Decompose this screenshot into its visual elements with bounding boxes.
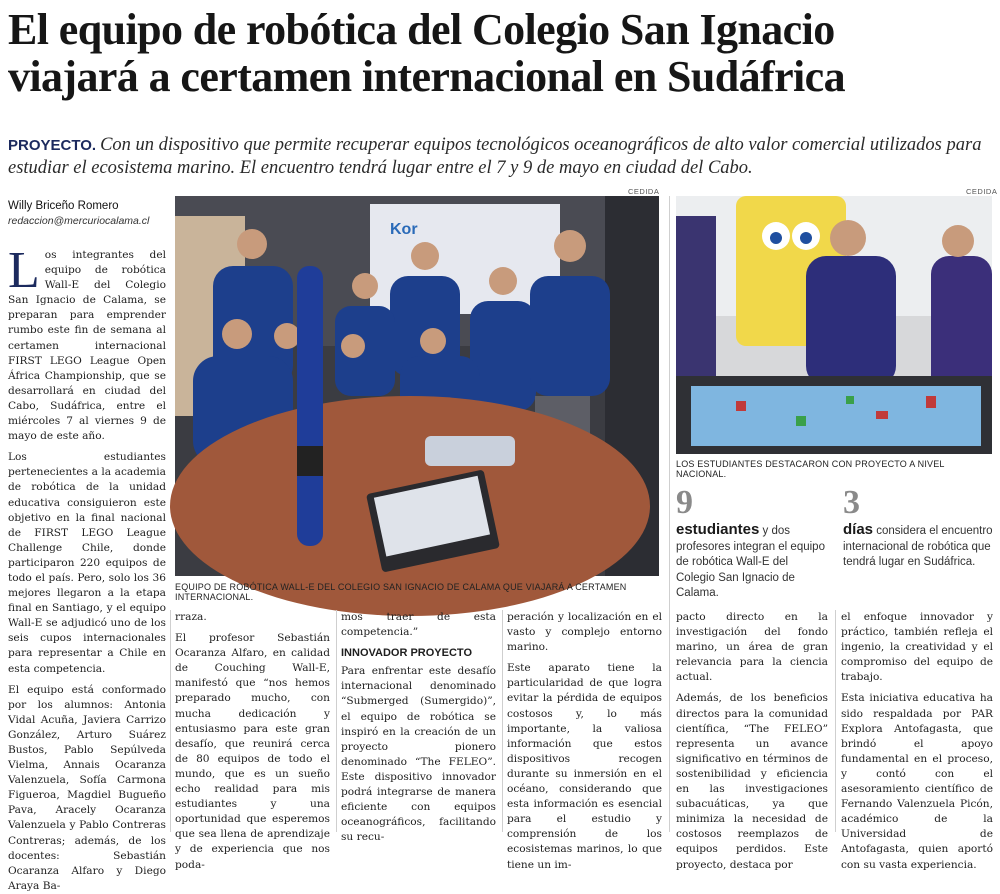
paragraph: El profesor Sebastián Ocaranza Alfaro, en calidad de Couching Wall-E, manifestó que “nos hemos preparado mucho, con mucha dedicación y entusiasmo para este gran desafío, que reunirá cerca de 80 equipos de todo el mundo, que es un sueño echo realidad para mis estudiantes y una oportunidad que esperemos que sea llena de aprendizaje y de experiencia que nos poda- xyxy=(175,632,330,871)
column-divider xyxy=(336,610,337,832)
body-column-6 xyxy=(841,610,993,871)
paragraph: os integrantes del equipo de robótica Wall-E del Colegio San Ignacio de Calama, se preparan para emprender rumbo este fin de semana al certamen internacional FIRST LEGO League Open África Championship, que se desarrollará en ciudad del Cabo, Sudáfrica, entre el miércoles 7 al viernes 9 de mayo de este año. xyxy=(8,249,166,443)
column-divider xyxy=(502,610,503,832)
body-column-3 xyxy=(341,610,496,844)
competition-photo-illustration xyxy=(676,196,992,454)
paragraph: Los estudiantes pertenecientes a la academia de robótica de la unidad educativa consiguieron este objetivo en la final nacional de FIRST LEGO League Challenge Chile, donde participaron 220 equipos de todo el país. Pero, solo los 36 mejores llegaron a la etapa final en Santiago, y el equipo Wall-E se adjudicó uno de los seis cupos internacionales para representar a Chile en esta competencia. xyxy=(8,451,166,675)
deck-text: Con un dispositivo que permite recuperar equipos tecnológicos oceanográficos de alto valor comercial utilizados para estudiar el ecosistema marino. El encuentro tendrá lugar entre el 7 y 9 de mayo en ciudad del Cabo. xyxy=(8,135,982,178)
paragraph: Además, de los beneficios directos para la comunidad científica, “The FELEO” representa un avance significativo en términos de sostenibilidad y eficiencia en las investigaciones subacuáticas, ya que minimiza la necesidad de costosos reemplazos de equipos perdidos. Este proyecto, destaca por xyxy=(676,692,828,871)
deck-kicker: PROYECTO. xyxy=(8,137,97,154)
body-column-4 xyxy=(507,610,662,871)
deck xyxy=(8,134,993,180)
body-column-5 xyxy=(676,610,828,871)
column-divider xyxy=(170,610,171,832)
headline xyxy=(8,6,993,100)
photo-side-caption: LOS ESTUDIANTES DESTACARON CON PROYECTO A NIVEL NACIONAL. xyxy=(676,459,945,479)
paragraph: El equipo está conformado por los alumnos: Antonia Vidal Acuña, Javiera Carrizo González, Arturo Suárez Bustos, Pablo Sepúlveda Vielma, Annais Ocaranza Valenzuela, Sofía Carmona Figueroa, Magdiel Bugueño Pava, Aracely Ocaranza Valenzuela y Pablo Contreras Contreras; además, de los docentes: Sebastián Ocaranza Alfaro y Diego Araya Ba- xyxy=(8,683,166,892)
stat-label: estudiantes xyxy=(676,521,760,538)
paragraph: Este aparato tiene la particularidad de que logra evitar la pérdida de equipos costosos y, lo más importante, la valiosa información que estos dispositivos recogen durante su inmersión en el océano, considerando que esta información es esencial para el estudio y comprensión de los ecosistemas marinos, lo que tiene un im- xyxy=(507,662,662,871)
paragraph: pacto directo en la investigación del fondo marino, un área de gran relevancia para la ciencia actual. xyxy=(676,611,828,684)
paragraph: rraza. xyxy=(175,611,207,623)
column-divider xyxy=(669,196,670,832)
paragraph: mos traer de esta competencia.” xyxy=(341,611,496,639)
body-column-1 xyxy=(8,242,166,892)
paragraph: Esta iniciativa educativa ha sido respaldada por PAR Explora Antofagasta, que brindó el apoyo fundamental en el proceso, y contó con el asesoramiento científico de Fernando Valenzuela Picón, académico de la Universidad de Antofagasta, quien aportó con su vasta experiencia. xyxy=(841,692,993,871)
photo-side-credit: CEDIDA xyxy=(966,187,998,196)
byline-author: Willy Briceño Romero xyxy=(8,200,119,212)
byline-email: redaccion@mercuriocalama.cl xyxy=(8,215,150,227)
stat-label: días xyxy=(843,521,874,538)
subhead: INNOVADOR PROYECTO xyxy=(341,647,472,660)
photo-main-caption: EQUIPO DE ROBÓTICA WALL-E DEL COLEGIO SAN IGNACIO DE CALAMA QUE VIAJARÁ A CERTAMEN INTERNACIONAL. xyxy=(175,582,627,602)
photo-side xyxy=(676,196,992,454)
paragraph: el enfoque innovador y práctico, también refleja el ingenio, la creatividad y el compromiso del equipo de trabajo. xyxy=(841,611,993,684)
headline-line-2: viajará a certamen internacional en Sudáfrica xyxy=(8,52,845,101)
screen-logo: Kor xyxy=(390,221,418,238)
headline-line-1: El equipo de robótica del Colegio San Ignacio xyxy=(8,5,835,54)
team-photo-illustration xyxy=(175,196,659,576)
body-column-2 xyxy=(175,610,330,871)
column-divider xyxy=(835,610,836,832)
stat-description: considera el encuentro internacional de robótica que tendrá lugar en Sudáfrica. xyxy=(843,525,993,568)
stat-students xyxy=(676,486,828,602)
stat-days xyxy=(843,486,993,571)
stat-description: y dos profesores integran el equipo de robótica Wall-E del Colegio San Ignacio de Calama. xyxy=(676,525,825,599)
paragraph: Para enfrentar este desafío internacional denominado “Submerged (Sumergido)”, el equipo de robótica se inspiró en la creación de un proyecto pionero denominado “The FELEO”. Este dispositivo innovador podrá integrarse de manera eficiente con equipos oceanográficos, facilitando su recu- xyxy=(341,665,496,844)
stat-number: 9 xyxy=(676,484,693,521)
paragraph: peración y localización en el vasto y complejo entorno marino. xyxy=(507,611,662,654)
dropcap: L xyxy=(8,242,40,299)
stat-number: 3 xyxy=(843,484,860,521)
photo-main xyxy=(175,196,659,576)
photo-main-credit: CEDIDA xyxy=(628,187,660,196)
